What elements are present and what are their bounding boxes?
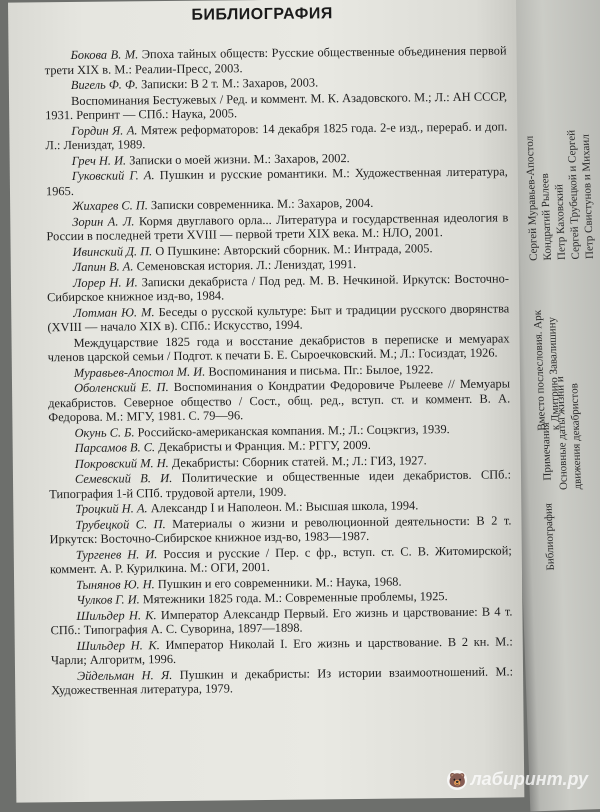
entry-author: Семевский В. И. <box>75 471 172 486</box>
entry-text: Александр I и Наполеон. М.: Высшая школа, 1994. <box>148 498 419 515</box>
entry-author: Лапин В. А. <box>73 259 134 274</box>
toc-line: Петр Каховский <box>553 184 568 260</box>
entry-author: Зорин А. Л. <box>72 214 134 229</box>
entry-text: Пушкин и русские романтики. М.: Художественная литература, 1965. <box>46 164 508 197</box>
entry-text: Декабристы и Франция. М.: РГГУ, 2009. <box>155 438 371 454</box>
entry-text: Политические и общественные идеи декабристов. СПб.: Типография 1-й СПб. трудовой артели, 1909. <box>49 467 511 500</box>
entry-text: О Пушкине: Авторский сборник. М.: Интрада, 2005. <box>152 241 432 258</box>
bibliography-entry <box>47 301 509 335</box>
entry-text: Материалы о жизни и революционной деятельности: В 2 т. Иркутск: Восточно-Сибирское книжное изд-во, 1983—1987. <box>50 513 512 546</box>
entry-text: Записки современника. М.: Захаров, 2004. <box>148 196 374 212</box>
entry-author: Вигель Ф. Ф. <box>71 77 138 92</box>
toc-line: к Дмитрию Завалишину <box>546 317 562 431</box>
toc-line: Петр Свистунов и Михаил <box>580 134 596 259</box>
entry-text: Записки: В 2 т. М.: Захаров, 2003. <box>138 75 318 91</box>
bibliography-entry <box>49 467 511 501</box>
entry-author: Муравьев-Апостол М. И. <box>74 364 206 379</box>
entry-author: Ивинский Д. П. <box>73 244 153 259</box>
bibliography-entry <box>51 634 513 668</box>
entry-text: Мятежники 1825 года. М.: Современные проблемы, 1925. <box>140 589 448 606</box>
entry-text: Записки декабриста / Под ред. М. В. Нечкиной. Иркутск: Восточно-Сибирское книжное изд-во, 1984. <box>47 271 509 304</box>
entry-author: Окунь С. Б. <box>74 425 134 440</box>
entry-text: Император Александр Первый. Его жизнь и царствование: В 4 т. СПб.: Типография А. С. Суворина, 1897—1898. <box>51 604 513 637</box>
entry-text: Беседы о русской культуре: Быт и традиции русского дворянства (XVIII — начало XIX в). СПб.: Искусство, 1994. <box>47 301 509 334</box>
toc-line: Библиография <box>542 503 556 571</box>
entry-author: Парсамов В. С. <box>75 440 156 455</box>
entry-text: Воспоминания Бестужевых / Ред. и коммент. М. К. Азадовского. М.; Л.: АН СССР, 1931. Репринт — СПб.: Наука, 2005. <box>45 89 507 122</box>
bibliography-entry <box>50 543 512 577</box>
entry-author: Лотман Ю. М. <box>73 305 154 320</box>
entry-text: Мятеж реформаторов: 14 декабря 1825 года. 2-е изд., перераб. и доп. Л.: Лениздат, 1989. <box>45 119 507 152</box>
bear-logo-icon: 🐻 <box>447 770 467 790</box>
entry-author: Чулков Г. И. <box>76 592 140 607</box>
bibliography-list <box>44 43 513 698</box>
entry-author: Жихарев С. П. <box>72 198 148 213</box>
entry-author: Гордин Я. А. <box>71 123 137 138</box>
entry-text: Семеновская история. Л.: Лениздат, 1991. <box>133 257 356 273</box>
toc-line: Примечания <box>540 422 554 481</box>
entry-text: Эпоха тайных обществ: Русские общественные объединения первой трети XIX в. М.: Реалии-Пресс, 2003. <box>45 43 507 76</box>
entry-text: Декабристы: Сборник статей. М.; Л.: ГИЗ, 1927. <box>169 453 427 470</box>
watermark-text: лабиринт.ру <box>470 769 588 789</box>
entry-author: Бокова В. М. <box>70 47 138 62</box>
entry-author: Шильдер Н. К. <box>77 638 160 653</box>
entry-author: Греч Н. И. <box>72 153 127 168</box>
entry-author: Покровский М. Н. <box>75 456 169 471</box>
entry-author: Эйдельман Н. Я. <box>77 667 172 682</box>
entry-author: Лорер Н. И. <box>73 275 138 290</box>
bibliography-entry <box>50 604 512 638</box>
entry-text: Император Николай I. Его жизнь и царствование. В 2 кн. М.: Чарли; Алгоритм, 1996. <box>51 634 513 667</box>
bibliography-entry <box>49 513 511 547</box>
toc-line: Вместо послесловия. Арк <box>532 310 548 431</box>
bibliography-entry <box>46 164 508 198</box>
entry-author: Трубецкой С. П. <box>75 517 165 532</box>
entry-text: Воспоминания и письма. Пг.: Былое, 1922. <box>205 362 433 378</box>
page-title: БИБЛИОГРАФИЯ <box>8 3 516 26</box>
entry-author: Троцкий Н. А. <box>75 501 147 516</box>
entry-text: Кормя двуглавого орла... Литература и государственная идеология в России в последней трети XVIII — первой трети XIX века. М.: НЛО, 2001. <box>46 210 508 243</box>
entry-text: Россия и русские / Пер. с фр., вступ. ст. С. В. Житомирской; коммент. А. Р. Курилкина. М.: ОГИ, 2001. <box>50 543 512 576</box>
entry-author: Оболенский Е. П. <box>74 380 169 395</box>
entry-text: Пушкин и его современники. М.: Наука, 1968. <box>155 574 402 591</box>
watermark <box>447 769 588 790</box>
entry-text: Междуцарствие 1825 года и восстание декабристов в переписке и мемуарах членов царской семьи / Подгот. к печати Б. Е. Сыроечковский. М.; Л.: Госиздат, 1926. <box>48 331 510 364</box>
entry-author: Гуковский Г. А. <box>72 168 155 183</box>
bibliography-entry <box>47 271 509 305</box>
entry-author: Шильдер Н. К. <box>76 608 156 623</box>
toc-line: Сергей Муравьев-Апостол <box>524 136 540 261</box>
entry-text: Записки о моей жизни. М.: Захаров, 2002. <box>126 151 350 167</box>
toc-line: Основные даты жизни и <box>554 376 570 490</box>
bibliography-entry <box>48 331 510 365</box>
entry-author: Тынянов Ю. Н. <box>76 577 155 592</box>
bibliography-entry <box>51 664 513 698</box>
entry-text: Пушкин и декабристы: Из истории взаимоотношений. М.: Художественная литература, 1979. <box>51 664 513 697</box>
book-page <box>8 0 524 803</box>
entry-text: Воспоминания о Кондратии Федоровиче Рылееве // Мемуары декабристов. Северное общество / Сост., общ. ред., вступ. ст. и коммент. В. А. Федорова. М.: МГУ, 1981. С. 79—96. <box>48 376 510 424</box>
bibliography-entry <box>45 89 507 123</box>
bibliography-entry <box>46 210 508 244</box>
toc-line: Кондратий Рылеев <box>539 173 554 261</box>
bibliography-entry <box>48 376 510 424</box>
entry-author: Тургенев Н. И. <box>76 547 158 562</box>
entry-text: Российско-американская компания. М.; Л.: Соцэкгиз, 1939. <box>134 422 449 439</box>
bibliography-entry <box>45 119 507 153</box>
toc-line: движения декабристов <box>568 383 584 490</box>
bibliography-entry <box>44 43 506 77</box>
toc-line: Сергей Трубецкой и Сергей <box>565 130 582 260</box>
